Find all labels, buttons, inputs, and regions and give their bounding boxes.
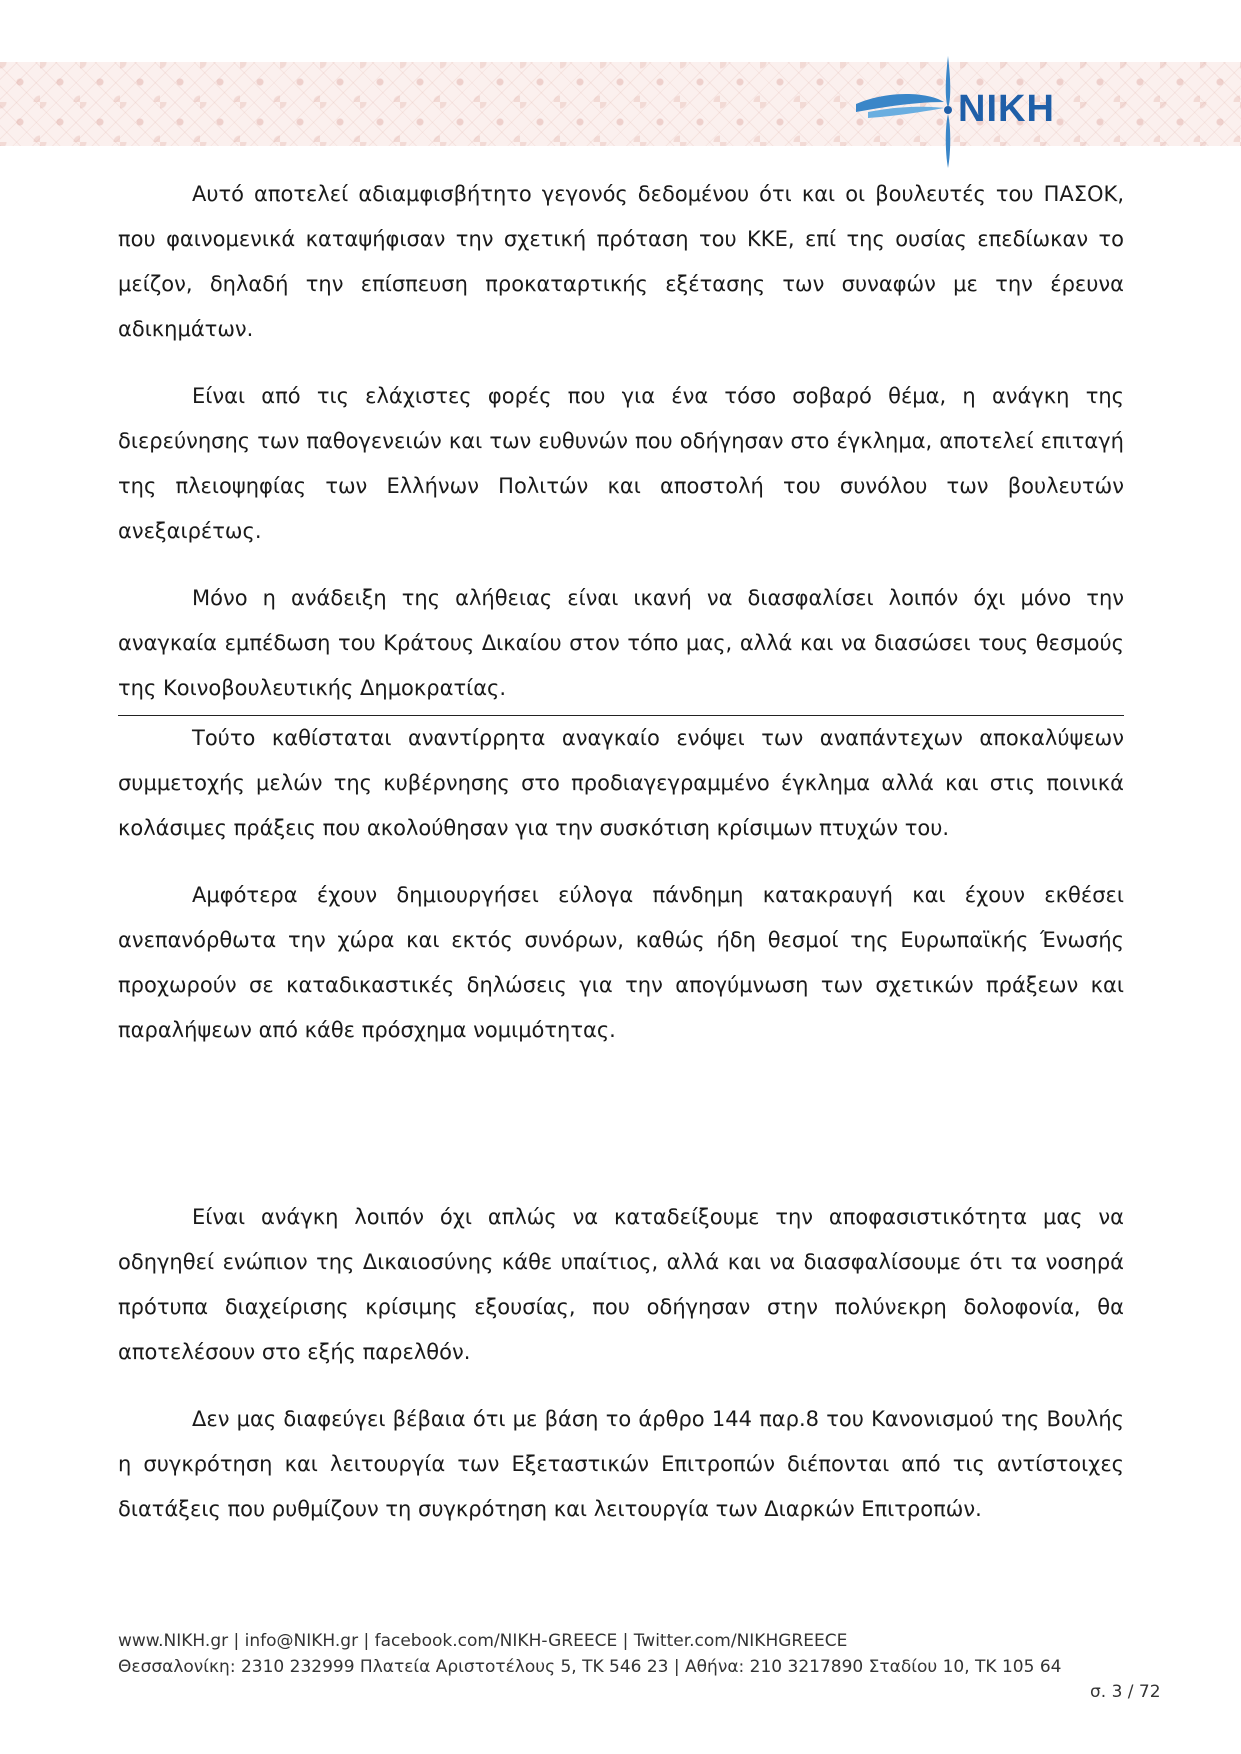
paragraph-2: Είναι από τις ελάχιστες φορές που για ένα τόσο σοβαρό θέμα, η ανάγκη της διερεύνησης των παθογενειών και των ευθυνών που οδήγησαν στο έγκλημα, αποτελεί επιταγή της πλειοψηφίας των Ελλήνων Πολιτών και αποστολή του συνόλου των βουλευτών ανεξαιρέτως. (118, 384, 1124, 543)
paragraph-4: Τούτο καθίσταται αναντίρρητα αναγκαίο ενόψει των αναπάντεχων αποκαλύψεων συμμετοχής μελών της κυβέρνησης στο προδιαγεγραμμένο έγκλημα αλλά και στις ποινικά κολάσιμες πράξεις που ακολούθησαν για την συσκότιση κρίσιμων πτυχών του. (118, 726, 1124, 840)
paragraph-3: Μόνο η ανάδειξη της αλήθειας είναι ικανή να διασφαλίσει λοιπόν όχι μόνο την αναγκαία εμπέδωση του Κράτους Δικαίου στον τόπο μας, αλλά και να διασώσει τους θεσμούς της Κοινοβουλευτικής Δημοκρατίας. (118, 586, 1124, 700)
paragraph-5: Αμφότερα έχουν δημιουργήσει εύλογα πάνδημη κατακραυγή και έχουν εκθέσει ανεπανόρθωτα την χώρα και εκτός συνόρων, καθώς ήδη θεσμοί της Ευρωπαϊκής Ένωσής προχωρούν σε καταδικαστικές δηλώσεις για την απογύμνωση των σχετικών πράξεων και παραλήψεων από κάθε πρόσχημα νομιμότητας. (118, 883, 1124, 1042)
footer-addresses: Θεσσαλονίκη: 2310 232999 Πλατεία Αριστοτέλους 5, ΤΚ 546 23 | Αθήνα: 210 3217890 Σταδίου 10, ΤΚ 105 64 (118, 1657, 1062, 1677)
footer-links: www.NIKH.gr | info@NIKH.gr | facebook.com/NIKH-GREECE | Twitter.com/NIKHGREECE (118, 1631, 848, 1651)
document-body (118, 172, 1124, 1532)
paragraph-7: Δεν μας διαφεύγει βέβαια ότι με βάση το άρθρο 144 παρ.8 του Κανονισμού της Βουλής η συγκρότηση και λειτουργία των Εξεταστικών Επιτροπών διέπονται από τις αντίστοιχες διατάξεις που ρυθμίζουν τη συγκρότηση και λειτουργία των Διαρκών Επιτροπών. (118, 1407, 1124, 1521)
paragraph-6: Είναι ανάγκη λοιπόν όχι απλώς να καταδείξουμε την αποφασιστικότητα μας να οδηγηθεί ενώπιον της Δικαιοσύνης κάθε υπαίτιος, αλλά και να διασφαλίσουμε ότι τα νοσηρά πρότυπα διαχείρισης κρίσιμης εξουσίας, που οδήγησαν στην πολύνεκρη δολοφονία, θα αποτελέσουν στο εξής παρελθόν. (118, 1205, 1124, 1364)
logo-text: ΝΙΚΗ (958, 88, 1055, 130)
paragraph-1: Αυτό αποτελεί αδιαμφισβήτητο γεγονός δεδομένου ότι και οι βουλευτές του ΠΑΣΟΚ, που φαινομενικά καταψήφισαν την σχετική πρόταση του ΚΚΕ, επί της ουσίας επεδίωκαν το μείζον, δηλαδή την επίσπευση προκαταρτικής εξέτασης των συναφών με την έρευνα αδικημάτων. (118, 182, 1124, 341)
footer (118, 1628, 1061, 1680)
page-number: σ. 3 / 72 (1090, 1682, 1161, 1702)
